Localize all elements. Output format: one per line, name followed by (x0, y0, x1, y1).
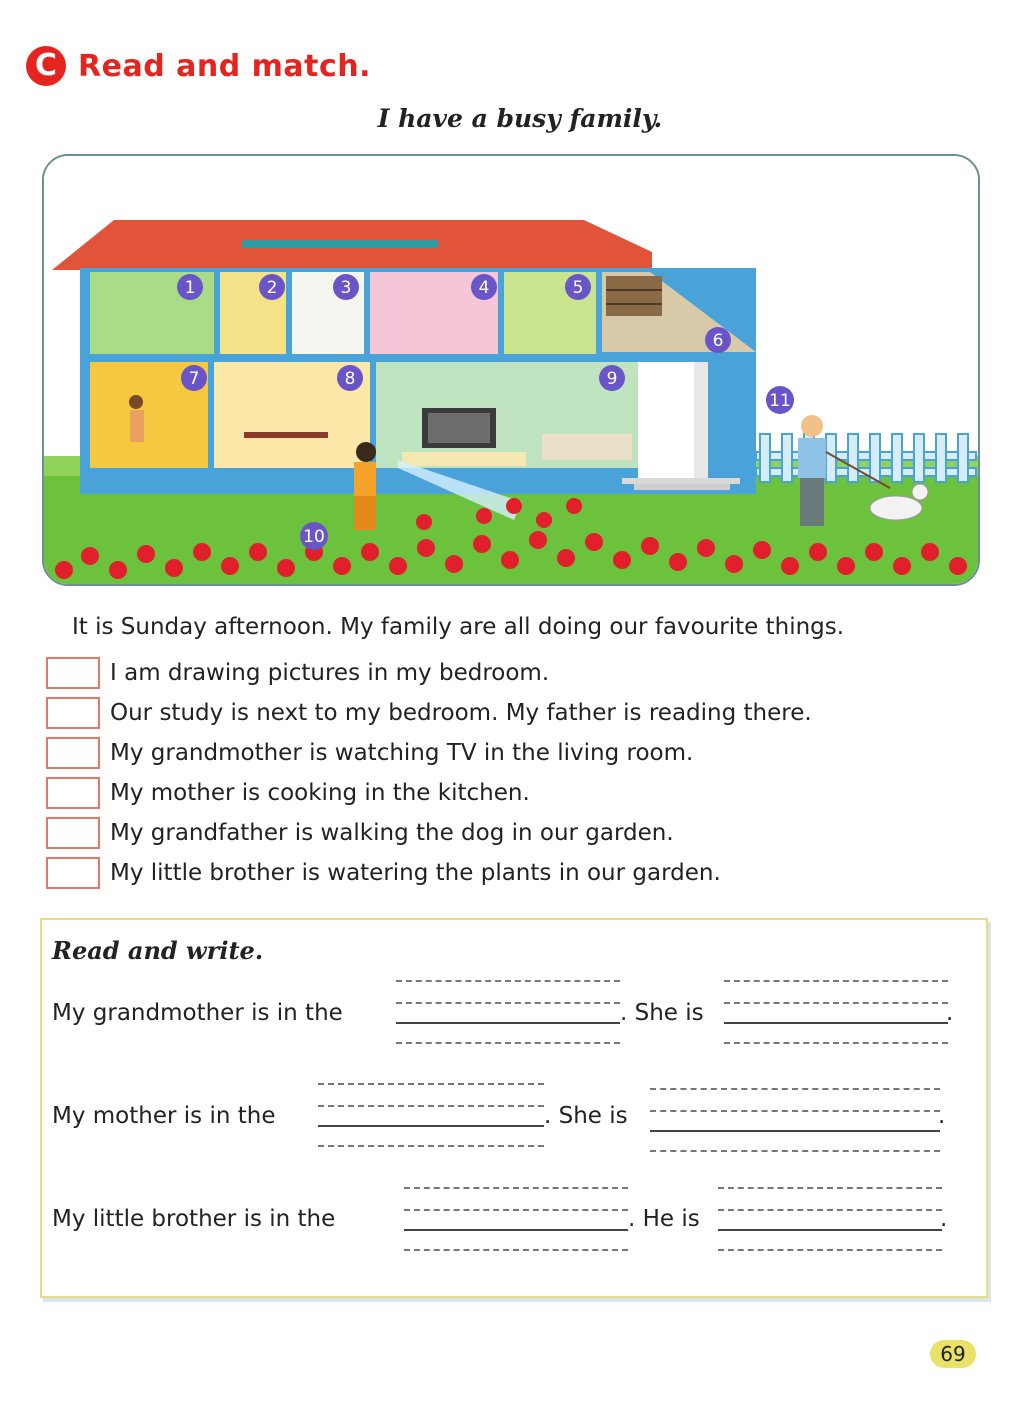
write-blank[interactable] (396, 980, 620, 1044)
match-row (46, 654, 549, 692)
answer-box[interactable] (46, 697, 100, 729)
write-heading: Read and write. (52, 936, 264, 965)
match-sentence: I am drawing pictures in my bedroom. (110, 660, 550, 686)
write-line-end: . (938, 1103, 946, 1129)
answer-box[interactable] (46, 857, 100, 889)
match-row (46, 694, 812, 732)
match-row (46, 814, 674, 852)
write-blank[interactable] (404, 1187, 628, 1251)
write-line-prefix: My little brother is in the (52, 1206, 336, 1232)
section-header (26, 44, 371, 88)
match-row (46, 774, 530, 812)
match-sentence: Our study is next to my bedroom. My father is reading there. (110, 700, 812, 726)
write-blank[interactable] (724, 980, 948, 1044)
write-line-prefix: My mother is in the (52, 1103, 276, 1129)
house-illustration (42, 154, 980, 586)
label-11: 11 (769, 391, 791, 411)
write-line-end: . (946, 1000, 954, 1026)
section-title: Read and match. (78, 48, 372, 84)
story-title: I have a busy family. (377, 104, 663, 133)
match-row (46, 734, 693, 772)
label-3: 3 (340, 278, 352, 298)
label-10: 10 (303, 527, 325, 547)
label-8: 8 (344, 369, 356, 389)
write-line-end: . (940, 1206, 948, 1232)
answer-box[interactable] (46, 737, 100, 769)
match-sentence: My little brother is watering the plants in our garden. (110, 860, 721, 886)
label-4: 4 (478, 278, 490, 298)
page-number: 69 (930, 1340, 976, 1368)
label-2: 2 (266, 278, 278, 298)
answer-box[interactable] (46, 657, 100, 689)
answer-box[interactable] (46, 817, 100, 849)
write-line-mid: . She is (544, 1103, 628, 1129)
write-blank[interactable] (650, 1088, 940, 1152)
match-row (46, 854, 721, 892)
write-line-prefix: My grandmother is in the (52, 1000, 343, 1026)
match-sentence: My grandfather is walking the dog in our garden. (110, 820, 674, 846)
write-line-mid: . She is (620, 1000, 704, 1026)
label-5: 5 (572, 278, 584, 298)
intro-text: It is Sunday afternoon. My family are all doing our favourite things. (72, 614, 845, 640)
house-scene (44, 156, 978, 584)
match-sentence: My mother is cooking in the kitchen. (110, 780, 530, 806)
label-1: 1 (184, 278, 196, 298)
section-badge: C (26, 46, 66, 86)
write-blank[interactable] (318, 1083, 544, 1147)
write-line-mid: . He is (628, 1206, 700, 1232)
write-blank[interactable] (718, 1187, 942, 1251)
answer-box[interactable] (46, 777, 100, 809)
label-7: 7 (188, 369, 200, 389)
label-9: 9 (606, 369, 618, 389)
match-sentence: My grandmother is watching TV in the living room. (110, 740, 694, 766)
label-6: 6 (712, 331, 724, 351)
